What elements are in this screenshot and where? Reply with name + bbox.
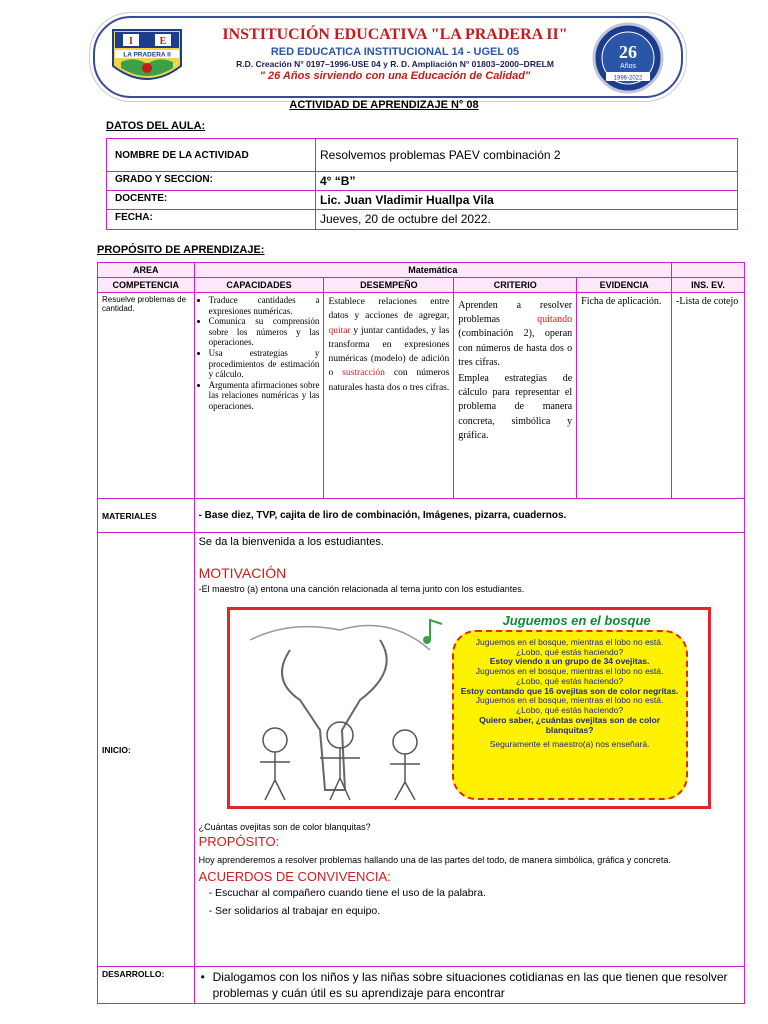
song-illustration (227, 607, 711, 809)
motivacion-text: -El maestro (a) entona una canción relacionada al tema junto con los estudiantes. (198, 583, 525, 594)
song-line: Juguemos en el bosque, mientras el lobo no está. (475, 695, 664, 706)
area-label: AREA (98, 263, 195, 278)
resolution-line: R.D. Creación N° 0197–1996-USE 04 y R. D. Ampliación N° 01803–2000–DRELM (236, 59, 554, 69)
activity-title: ACTIVIDAD DE APRENDIZAJE N° 08 (289, 99, 479, 111)
anniversary-badge (587, 22, 669, 94)
song-line: ¿Lobo, qué estás haciendo? (515, 675, 624, 686)
datos-row (107, 139, 738, 172)
header-row (98, 278, 745, 293)
datos-key: NOMBRE DE LA ACTIVIDAD (107, 139, 316, 172)
inicio-label: INICIO: (98, 533, 195, 967)
song-box (452, 630, 688, 800)
song-line: Estoy contando que 16 ovejitas son de color negritas. (460, 685, 679, 696)
bullet-icon: • (200, 970, 205, 984)
school-crest-logo (107, 26, 187, 90)
capacidad-item: • Usa estrategias y procedimientos de estimación y cálculo. (209, 348, 320, 380)
song-line: Juguemos en el bosque, mientras el lobo no está. (475, 666, 664, 677)
desempeno-cell (324, 293, 454, 499)
desarrollo-text: Dialogamos con los niños y las niñas sobre situaciones cotidianas en las que tienen que resolver problemas y cuán útil es su aprendizaje para encontrar (212, 970, 728, 1001)
col-ins-ev: INS. EV. (672, 278, 745, 293)
datos-key: DOCENTE: (107, 191, 316, 210)
col-evidencia: EVIDENCIA (577, 278, 672, 293)
desarrollo-row (98, 967, 745, 1004)
song-line: Estoy viendo a un grupo de 34 ovejitas. (489, 656, 650, 667)
song-line: Seguramente el maestro(a) nos enseñará. (489, 738, 650, 749)
acuerdo-item: - Ser solidarios al trabajar en equipo. (209, 903, 740, 921)
song-line: ¿Lobo, qué estás haciendo? (515, 646, 624, 657)
song-title: Juguemos en el bosque (502, 612, 651, 628)
datos-row (107, 191, 738, 210)
materiales-value: - Base diez, TVP, cajita de liro de combinación, Imágenes, pizarra, cuadernos. (194, 499, 744, 533)
datos-row (107, 172, 738, 191)
datos-label: DATOS DEL AULA: (106, 120, 206, 132)
motivacion-title: MOTIVACIÓN (198, 564, 287, 581)
area-value: Matemática (194, 263, 671, 278)
datos-value: Jueves, 20 de octubre del 2022. (316, 210, 738, 230)
desarrollo-label: DESARROLLO: (98, 967, 195, 1004)
criterio-p1: Aprenden a resolver problemas quitando (combinación 2), operan con números de hasta dos o tres cifras. (458, 300, 573, 368)
col-capacidades: CAPACIDADES (194, 278, 324, 293)
datos-row (107, 210, 738, 230)
capacidad-item: • Comunica su comprensión sobre los números y las operaciones. (209, 316, 320, 348)
datos-value: 4° “B” (316, 172, 738, 191)
desempeno-highlight: sustracción (342, 368, 385, 379)
anniversary-number: 26 (619, 42, 637, 62)
desarrollo-content (194, 967, 744, 1004)
institution-name: INSTITUCIÓN EDUCATIVA "LA PRADERA II" (222, 26, 568, 43)
pregunta: ¿Cuántas ovejitas son de color blanquitas? (198, 821, 371, 832)
capacidad-item: • Traduce cantidades a expresiones numéricas. (209, 295, 320, 316)
datos-value: Resolvemos problemas PAEV combinación 2 (316, 139, 738, 172)
proposito-text: Hoy aprenderemos a resolver problemas hallando una de las partes del todo, de manera simbólica, gráfica y concreta. (198, 854, 671, 865)
kids-tree-drawing (230, 610, 450, 806)
capacidades-cell (194, 293, 324, 499)
song-line: Quiero saber, ¿cuántas ovejitas son de color blanquitas? (479, 715, 661, 735)
acuerdo-item: - Escuchar al compañero cuando tiene el uso de la palabra. (209, 885, 740, 903)
song-line: Juguemos en el bosque, mientras el lobo no está. (475, 636, 664, 647)
proposito-label: PROPÓSITO DE APRENDIZAJE: (97, 244, 265, 256)
acuerdos-list (199, 885, 740, 921)
inicio-row (98, 533, 745, 967)
desempeno-highlight: quitar (328, 325, 351, 336)
bienvenida: Se da la bienvenida a los estudiantes. (198, 536, 384, 548)
desempeno-text: con números naturales hasta dos o tres cifras. (328, 368, 450, 393)
institution-banner (93, 16, 683, 98)
song-line: ¿Lobo, qué estás haciendo? (515, 705, 624, 716)
proposito-title: PROPÓSITO: (198, 834, 280, 850)
capacidades-list (199, 295, 320, 412)
anniversary-years: 1996-2022 (613, 75, 643, 82)
network-line: RED EDUCATICA INSTITUCIONAL 14 - UGEL 05 (270, 46, 520, 58)
crest-letter-e: E (159, 36, 167, 47)
desempeno-text: y juntar cantidades, y las transforma en expresiones numéricas (modelo) de adición o (328, 325, 450, 379)
slogan-line: " 26 Años sirviendo con una Educación de Calidad" (259, 70, 531, 82)
criterio-cell (454, 293, 577, 499)
learning-table (97, 262, 745, 1004)
col-desempeno: DESEMPEÑO (324, 278, 454, 293)
criterio-p2: Emplea estrategias de cálculo para representar el problema de manera concreta, simbólica y gráfica. (458, 372, 573, 441)
ins-ev-cell: -Lista de cotejo (672, 293, 745, 499)
datos-value: Lic. Juan Vladimir Huallpa Vila (316, 191, 738, 210)
capacidad-item: • Argumenta afirmaciones sobre las relaciones numéricas y las operaciones. (209, 380, 320, 412)
materiales-label: MATERIALES (98, 499, 195, 533)
datos-key: FECHA: (107, 210, 316, 230)
area-blank (672, 263, 745, 278)
anniversary-word: Años (620, 63, 636, 70)
datos-table (106, 138, 738, 230)
area-row (98, 263, 745, 278)
acuerdos-title: ACUERDOS DE CONVIVENCIA: (198, 868, 391, 884)
col-competencia: COMPETENCIA (98, 278, 195, 293)
datos-key: GRADO Y SECCION: (107, 172, 316, 191)
competencia-cell: Resuelve problemas de cantidad. (98, 293, 195, 499)
col-criterio: CRITERIO (454, 278, 577, 293)
evidencia-cell: Ficha de aplicación. (577, 293, 672, 499)
crest-name: LA PRADERA II (123, 51, 171, 59)
materiales-row (98, 499, 745, 533)
crest-letter-i: I (129, 36, 133, 47)
inicio-content (194, 533, 744, 967)
desempeno-text: Establece relaciones entre datos y acciones de agregar, (328, 297, 450, 322)
content-row (98, 293, 745, 499)
